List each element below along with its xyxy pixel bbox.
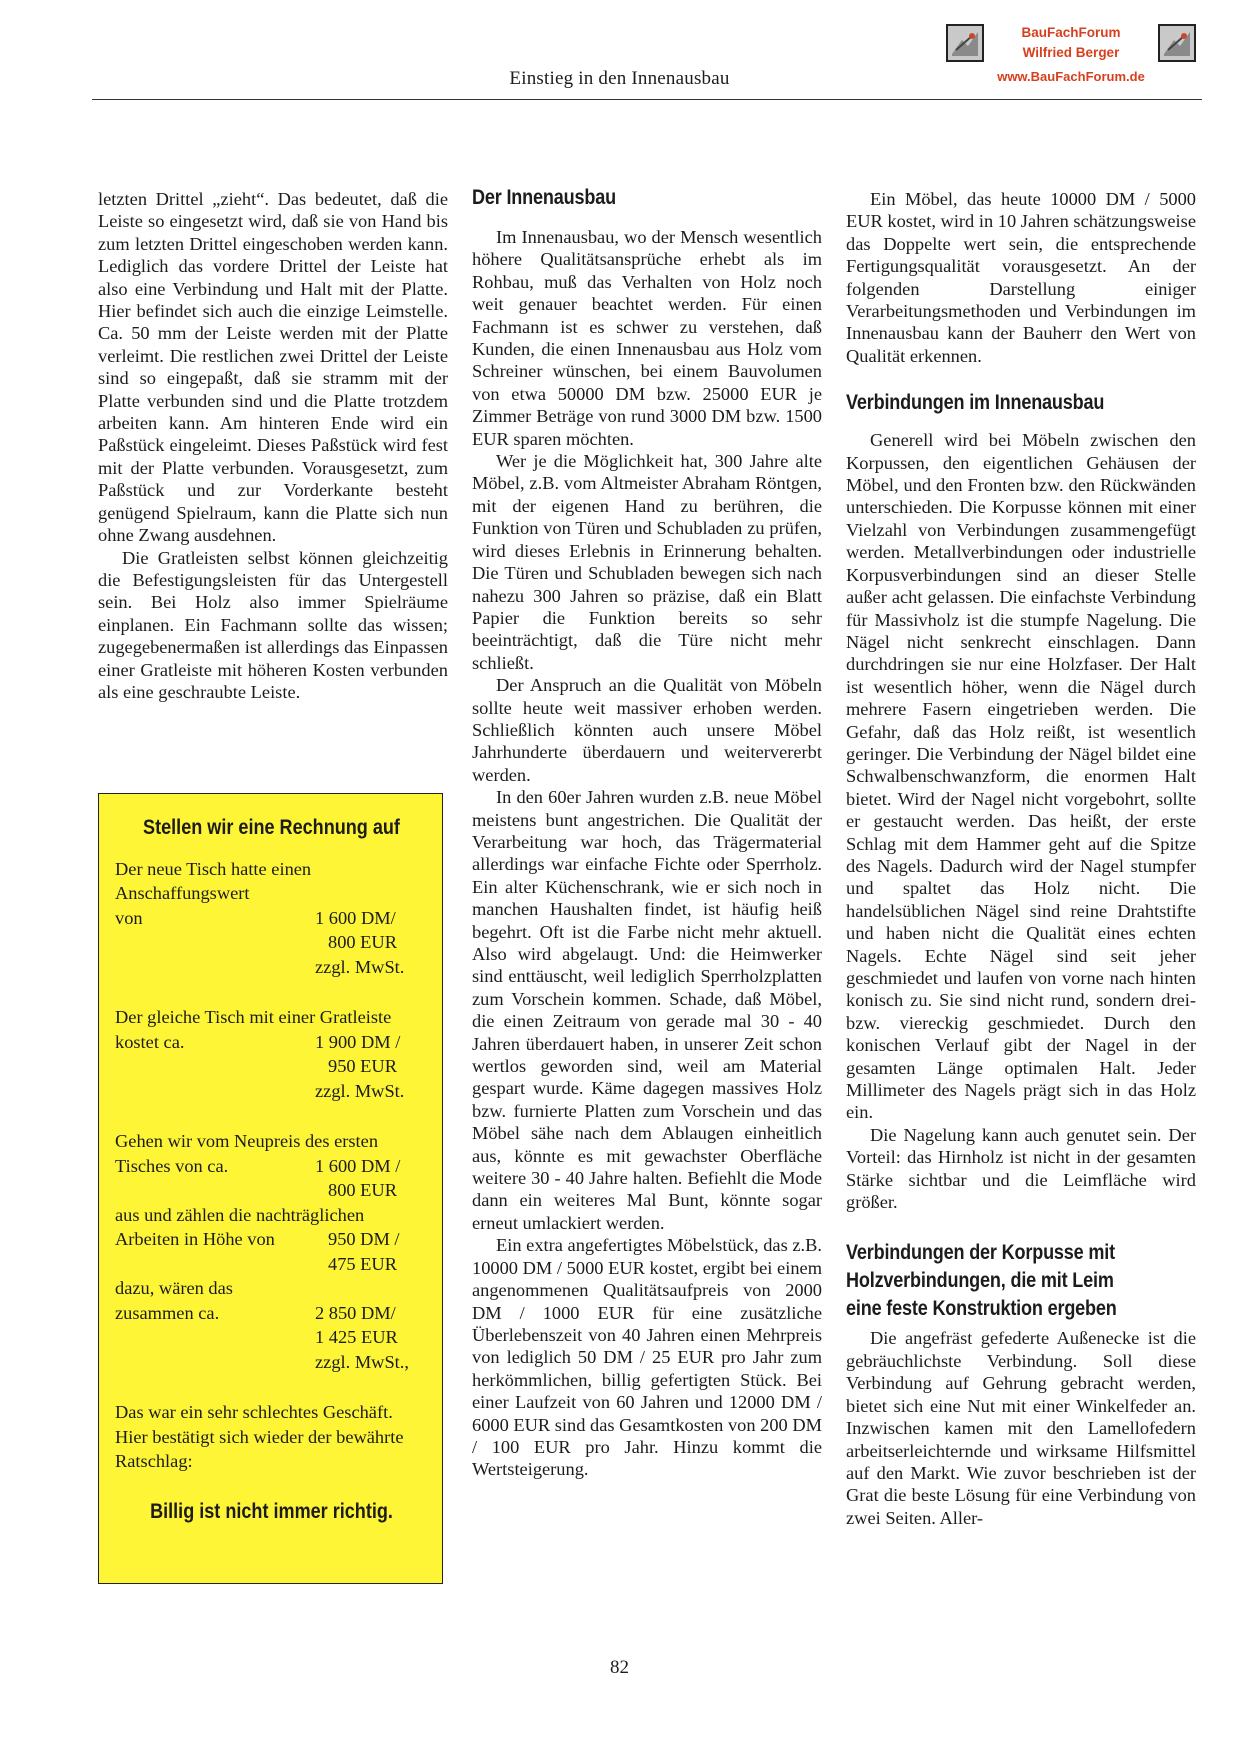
calc-row [115,1325,428,1350]
calc-amount: zzgl. MwSt. [315,1080,405,1101]
calc-text: aus und zählen die nachträglichen [115,1204,365,1225]
logo-url-link[interactable]: www.BauFachForum.de [997,69,1145,84]
calculation-conclusion: Das war ein sehr schlechtes Geschäft. Hier bestätigt sich wieder der bewährte Ratschlag: [115,1402,404,1471]
calculation-closing-slogan: Billig ist nicht immer richtig. [150,1499,393,1523]
calc-amount: 800 EUR [328,932,397,952]
heading-line: eine feste Konstruktion ergeben [846,1297,1117,1321]
section-heading-innenausbau: Der Innenausbau [472,186,616,209]
calc-amount: zzgl. MwSt. [315,956,405,977]
calc-row [115,955,428,980]
calc-amount: zzgl. MwSt., [315,1351,409,1372]
right-paragraph-2: Generell wird bei Möbeln zwischen den Korpussen, den eigentlichen Gehäusen der Möbel, und den Fronten bzw. den Rückwänden unterschieden. Die Korpusse können mit einer Vielzahl von Verbindungen zusammengefügt werden. Metallverbindungen oder industrielle Korpusverbindungen sind an dieser Stelle außer acht gelassen. Die einfachste Verbindung für Massivholz ist die stumpfe Nagelung. Die Nägel nicht senkrecht einschlagen. Dann durchdringen sie nur eine Holzfaser. Der Halt ist wesentlich höher, wenn die Nägel durch mehrere Fasern eingetrieben werden. Die Gefahr, daß das Holz reißt, ist wesentlich geringer. Die Verbindung der Nägel bildet eine Schwalbenschwanzform, die enormen Halt bietet. Wird der Nagel nicht vorgebohrt, sollte er gestaucht werden. Das heißt, der erste Schlag mit dem Hammer geht auf die Spitze des Nagels. Dadurch wird der Nagel stumpfer und spaltet das Holz nicht. Die handelsüblichen Nägel sind reine Drahtstifte und haben nicht die Qualität eines echten Nagels. Echte Nägel sind seit jeher geschmiedet und laufen von vorne nach hinten konisch zu. Sie sind nicht rund, sondern drei- bzw. viereckig geschmiedet. Durch den konischen Verlauf gibt der Nagel in der gesamten Länge optimalen Halt. Jeder Millimeter des Nagels prägt sich in das Holz ein. [846,430,1196,1123]
calculation-block-3 [115,1129,428,1374]
calc-row [115,1350,428,1375]
calculation-box-title: Stellen wir eine Rechnung auf [143,816,400,839]
calc-row [115,1252,428,1277]
calc-amount: 800 EUR [328,1180,397,1200]
section-heading-korpusse [846,1239,1196,1323]
left-paragraph-2: Die Gratleisten selbst können gleichzeitig die Befestigungsleisten für das Untergestell sein. Bei Holz also immer Spielräume einplanen. Ein Fachmann sollte das wissen; zugegebenermaßen ist allerdings das Einpassen einer Gratleiste mit höheren Kosten verbunden als eine geschraubte Leiste. [98,547,448,702]
middle-paragraph-1: Im Innenausbau, wo der Mensch wesentlich höhere Qualitätsansprüche erhebt als im Rohbau, muß das Verhalten von Holz noch weit genauer beachtet werden. Für einen Fachmann ist es schwer zu verstehen, daß Kunden, die einen Innenausbau aus Holz vom Schreiner wünschen, bei einem Bauvolumen von etwa 50000 DM bzw. 25000 EUR je Zimmer Beträge von rund 3000 DM bzw. 1500 EUR sparen möchten. [472,227,822,449]
calc-row [115,930,428,955]
middle-paragraph-4: In den 60er Jahren wurden z.B. neue Möbel meistens bunt angestrichen. Die Qualität der Verarbeitung war hoch, das Trägermaterial allerdings war einfache Fichte oder Sperrholz. Ein alter Küchenschrank, wie er sich noch in manchen Haushalten findet, ist häufig heiß begehrt. Oft ist die Farbe nicht mehr aktuell. Also wird abgelaugt. Und: die Heimwerker sind enttäuscht, weil lediglich Sperrholzplatten zum Vorschein kommen. Schade, daß Möbel, die einen Zeitraum von gerade mal 30 - 40 Jahren überdauert haben, in unserer Zeit schon wertlos geworden sind, weil am Material gespart wurde. Käme dagegen massives Holz bzw. furnierte Platten zum Vorschein und das Möbel sähe nach dem Ablaugen einheitlich aus, könnte es mit gewachster Oberfläche weitere 30 - 40 Jahre halten. Befiehlt die Mode dann ein weiteres Mal Bunt, könnte sogar erneut umlackiert werden. [472,787,822,1233]
right-column [846,188,1196,1529]
middle-paragraph-5: Ein extra angefertigtes Möbelstück, das z.B. 10000 DM / 5000 EUR kostet, ergibt bei einem angenommenen Qualitätsaufpreis von 2000 DM / 1000 EUR für eine zusätzliche Überlebenszeit von 40 Jahren einen Mehrpreis von lediglich 50 DM / 25 EUR pro Jahr zum herkömmlichen, billig gefertigten Stück. Bei einer Laufzeit von 60 Jahren und 12000 DM / 6000 EUR sind das Gesamtkosten von 200 DM / 100 EUR pro Jahr. Hinzu kommt die Wertsteigerung. [472,1235,822,1480]
calc-amount: 1 600 DM / [315,1155,401,1176]
middle-paragraph-2: Wer je die Möglichkeit hat, 300 Jahre alte Möbel, z.B. vom Altmeister Abraham Röntgen, mit der eigenen Hand zu berühren, die Funktion von Türen und Schubladen zu prüfen, wird dieses Erlebnis in Erinnerung behalten. Die Türen und Schubladen bewegen sich nach nahezu 300 Jahren so präzise, daß ein Blatt Papier die Funktion bereits so sehr beeinträchtigt, daß die Türe nicht mehr schließt. [472,451,822,673]
calc-row [115,1301,428,1326]
logo-author: Wilfried Berger [1022,45,1120,60]
header-rule [92,99,1202,100]
calc-text: dazu, wären das [115,1278,233,1298]
calc-text: Arbeiten in Höhe von [115,1229,275,1249]
calc-amount: 475 EUR [328,1253,397,1274]
calc-text: Der gleiche Tisch mit einer Gratleiste [115,1007,392,1027]
calc-amount: 950 DM / [328,1229,400,1249]
left-column [98,188,448,703]
heading-line: Verbindungen der Korpusse mit [846,1241,1115,1265]
calc-amount: 950 EUR [328,1056,397,1076]
calc-text: Der neue Tisch hatte einen [115,858,312,879]
calc-text: kostet ca. [115,1031,185,1052]
heading-line: Holzverbindungen, die mit Leim [846,1269,1114,1293]
calc-amount: 1 425 EUR [315,1327,398,1347]
calc-text: Gehen wir vom Neupreis des ersten [115,1131,379,1151]
calc-text: zusammen ca. [115,1302,220,1323]
running-header: Einstieg in den Innenausbau [509,68,730,89]
calc-text: Tisches von ca. [115,1155,229,1176]
calculation-block-1 [115,857,428,980]
calc-row [115,906,428,931]
calc-amount: 1 600 DM/ [315,907,396,928]
right-paragraph-1: Ein Möbel, das heute 10000 DM / 5000 EUR kostet, wird in 10 Jahren schätzungsweise das Doppelte wert sein, die entsprechende Fertigungsqualität vorausgesetzt. An der folgenden Darstellung einiger Verarbeitungsmethoden und Verbindungen im Innenausbau kann der Bauherr den Wert von Qualität erkennen. [846,189,1196,366]
calc-row [115,1178,428,1203]
calc-amount: 2 850 DM/ [315,1302,396,1323]
calculation-block-2 [115,1005,428,1103]
page-number: 82 [610,1657,629,1678]
calc-row [115,1079,428,1104]
calc-row [115,1030,428,1055]
right-paragraph-4: Die angefräst gefederte Außenecke ist die gebräuchlichste Verbindung. Soll diese Verbindung auf Gehrung gebracht werden, bietet sich eine Nut mit einer Winkelfeder an. Inzwischen kamen mit den Lamellofedern arbeitserleichternde und wirksame Hilfsmittel auf den Markt. Wie zuvor beschrieben ist der Grat die beste Lösung für eine Verbindung von zwei Seiten. Aller- [846,1328,1196,1528]
calc-text: Anschaffungswert [115,883,250,903]
logo-brand: BauFachForum [1021,25,1121,40]
section-heading-verbindungen: Verbindungen im Innenausbau [846,391,1105,415]
middle-paragraph-3: Der Anspruch an die Qualität von Möbeln sollte heute weit massiver erhoben werden. Schließlich könnten auch unsere Möbel Jahrhunderte überdauern und weitervererbt werden. [472,675,822,785]
calc-row [115,1227,428,1252]
calc-text: von [115,907,143,928]
calc-row [115,1054,428,1079]
left-paragraph-1: letzten Drittel „zieht“. Das bedeutet, daß die Leiste so eingesetzt wird, daß sie von Hand bis zum letzten Drittel eingeschoben werden kann. Lediglich das vordere Drittel der Leiste hat also eine Verbindung und Halt mit der Platte. Hier befindet sich auch die einzige Leimstelle. Ca. 50 mm der Leiste werden mit der Platte verleimt. Die restlichen zwei Drittel der Leiste sind so eingepaßt, daß sie stramm mit der Platte verbunden sind und die Platte trotzdem arbeiten kann. Am hinteren Ende wird ein Paßstück eingeleimt. Dieses Paßstück wird fest mit der Platte verbunden. Vorausgesetzt, zum Paßstück und zur Vorderkante besteht genügend Spielraum, kann die Platte sich nun ohne Zwang ausdehnen. [98,189,448,546]
watermark-logo [946,22,1196,92]
calc-row [115,1154,428,1179]
right-paragraph-3: Die Nagelung kann auch genutet sein. Der Vorteil: das Hirnholz ist nicht in der gesamten Stärke sichtbar und die Leimfläche wird größer. [846,1124,1196,1213]
middle-column [472,188,822,1481]
calculation-box [98,793,443,1584]
calc-amount: 1 900 DM / [315,1031,401,1052]
